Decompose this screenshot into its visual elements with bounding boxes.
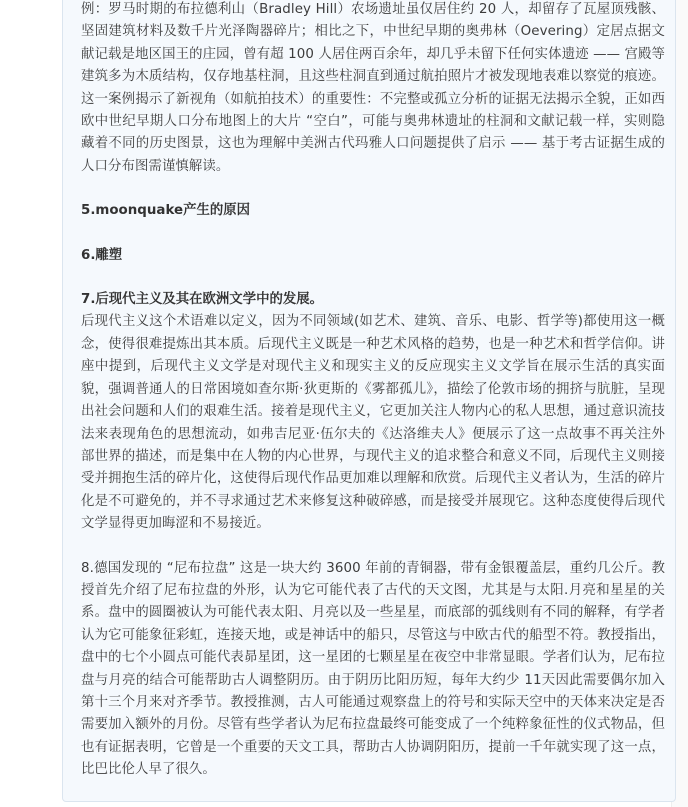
heading-postmodernism: 7.后现代主义及其在欧洲文学中的发展。 — [81, 292, 324, 308]
article-panel — [62, 0, 676, 802]
heading-moonquake: 5.moonquake产生的原因 — [81, 203, 251, 219]
spacer — [81, 536, 665, 558]
spacer — [81, 267, 665, 289]
spacer — [81, 223, 665, 245]
heading-sculpture: 6.雕塑 — [81, 247, 123, 263]
intro-paragraph: 例：罗马时期的布拉德利山（Bradley Hill）农场遗址虽仅居住约 20 人，却留存了瓦屋顶残骸、坚固建筑材料及数千片光泽陶器碎片；相比之下，中世纪早期的奥弗林（Oevering）定居点据文献记载是地区国王的庄园，曾有超 100 人居住两百余年，却几乎未留下任何实体遗迹 —— 宫殿等建筑多为木质结构，仅存地基柱洞，且这些柱洞直到通过航拍照片才被发现地表难以察觉的痕迹。这一案例揭示了新视角（如航拍技术）的重要性：不完整或孤立分析的证据无法揭示全貌，正如西欧中世纪早期人口分布地图上的大片 “空白”，可能与奥弗林遗址的柱洞和文献记载一样，实则隐藏着不同的历史图景，这也为理解中美洲古代玛雅人口问题提供了启示 —— 基于考古证据生成的人口分布图需谨慎解读。 — [81, 2, 665, 174]
postmodernism-paragraph: 后现代主义这个术语难以定义，因为不同领域(如艺术、建筑、音乐、电影、哲学等)都使用这一概念，使得很难提炼出其本质。后现代主义既是一种艺术风格的趋势，也是一种艺术和哲学信仰。讲座中提到，后现代主义文学是对现代主义和现实主义的反应现实主义文学旨在展示生活的真实面貌，强调普通人的日常困境如查尔斯·狄更斯的《雾都孤儿》，描绘了伦敦市场的拥挤与肮脏，呈现出社会问题和人们的艰难生活。接着是现代主义，它更加关注人物内心的私人思想，通过意识流技法来表现角色的思想流动，如弗吉尼亚·伍尔夫的《达洛维夫人》便展示了这一点故事不再关注外部世界的描述，而是集中在人物的内心世界，与现代主义的追求整合和意义不同，后现代主义则接受并拥抱生活的碎片化，这使得后现代作品更加难以理解和欣赏。后现代主义者认为，生活的碎片化是不可避免的，并不寻求通过艺术来修复这种破碎感，而是接受并展现它。这种态度使得后现代文学显得更加晦涩和不易接近。 — [81, 314, 665, 532]
spacer — [81, 178, 665, 200]
nebra-disk-paragraph: 8.德国发现的 “尼布拉盘” 这是一块大约 3600 年前的青铜器，带有金银覆盖层，重约几公斤。教授首先介绍了尼布拉盘的外形，认为它可能代表了古代的天文图，尤其是与太阳.月亮和星星的关系。盘中的圆圈被认为可能代表太阳、月亮以及一些星星，而底部的弧线则有不同的解释，有学者认为它可能象征彩虹，连接天地，或是神话中的船只，尽管这与中欧古代的船型不符。教授指出，盘中的七个小圆点可能代表昴星团，这一星团的七颗星星在夜空中非常显眼。学者们认为，尼布拉盘与月亮的结合可能帮助古人调整阴历。由于阴历比阳历短，每年大约少 11天因此需要偶尔加入第十三个月来对齐季节。教授推测，古人可能通过观察盘上的符号和实际天空中的天体来决定是否需要加入额外的月份。尽管有些学者认为尼布拉盘最终可能变成了一个纯粹象征性的仪式物品，但也有证据表明，它曾是一个重要的天文工具，帮助古人协调阴阳历，提前一千年就实现了这一点，比巴比伦人早了很久。 — [81, 560, 665, 778]
